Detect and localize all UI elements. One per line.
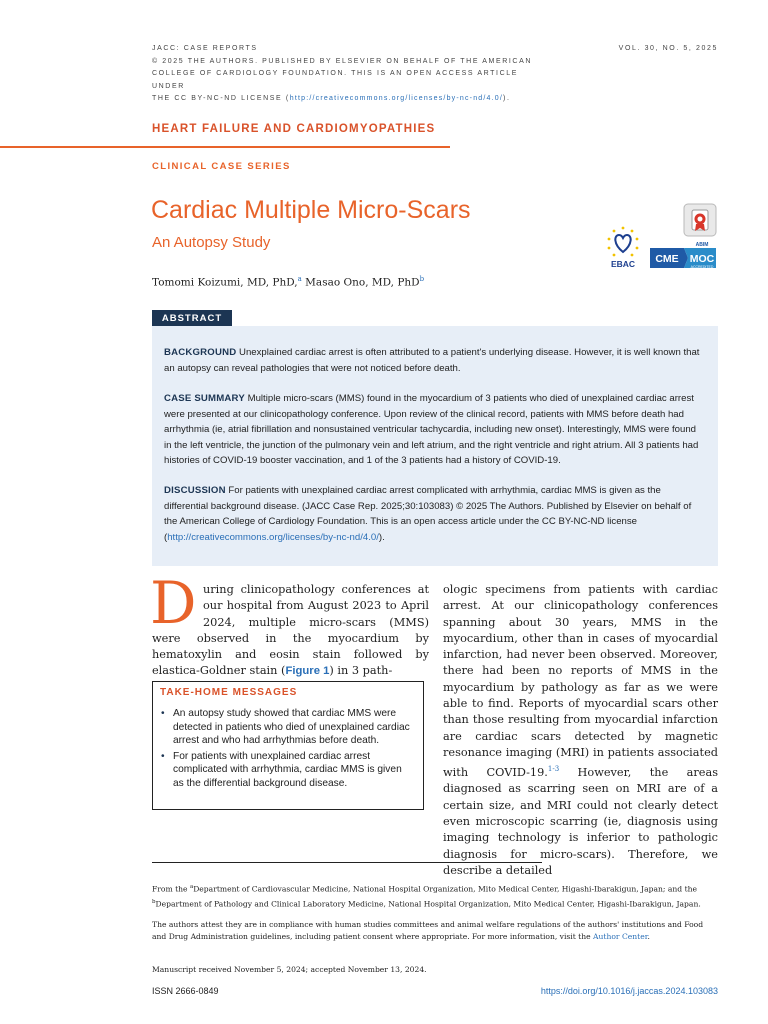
- footnote-divider: [152, 862, 542, 863]
- section-divider: [0, 146, 450, 148]
- take-home-box: [152, 681, 424, 810]
- figure-1-link[interactable]: Figure 1: [285, 665, 330, 678]
- article-title: Cardiac Multiple Micro-Scars: [151, 196, 471, 224]
- author-1-affil-sup[interactable]: a: [297, 275, 302, 283]
- take-home-item: • An autopsy study showed that cardiac MMS were detected in patients who died of unexplained cardiac arrest and who had arrhythmias before death.: [160, 707, 415, 748]
- cme-moc-badge-icon: [648, 238, 718, 270]
- section-title: HEART FAILURE AND CARDIOMYOPATHIES: [152, 123, 436, 135]
- abstract-case-head: CASE SUMMARY: [164, 393, 245, 404]
- abstract-case-summary: CASE SUMMARY Multiple micro-scars (MMS) found in the myocardium of 3 patients who died of unexplained cardiac arrest were presented at our clinicopathology conference. Upon review of the clinical record, patients with MMS before death had arrhythmia (ie, atrial fibrillation and nonsustained ventricular tachycardia, including new onset). Interestingly, MMS were found in the left ventricle, the junction of the pulmonary vein and left atrium, and the right ventricle and right atrium. All 3 patients had histories of COVID-19 booster vaccination, and 1 of the 3 patients had a history of COVID-19.: [164, 393, 699, 466]
- affiliations-footnote: From the $^a$Department of Cardiovascular Medicine, National Hospital Organization, Mito Medical Center, Higashi-Ibarakigun, Japan; and the $^b$Department of Pathology and Clinical Laboratory Medicine, National Hospital Organization, Mito Medical Center, Higashi-Ibarakigun, Japan.: [152, 884, 701, 909]
- article-subtitle: An Autopsy Study: [152, 234, 271, 251]
- author-list: [152, 275, 424, 289]
- take-home-item: • For patients with unexplained cardiac arrest complicated with arrhythmia, cardiac MMS is given as the differential background disease.: [160, 750, 415, 791]
- abstract-discussion: DISCUSSION For patients with unexplained cardiac arrest complicated with arrhythmia, cardiac MMS is given as the differential background disease. (JACC Case Rep. 2025;30:103083) © 2025 The Authors. Published by Elsevier on behalf of the American College of Cardiology Foundation. This is an open access article under the CC BY-NC-ND license (http://creativecommons.org/licenses/by-nc-nd/4.0/).: [164, 485, 692, 543]
- journal-name: JACC: CASE REPORTS: [152, 45, 258, 52]
- ebac-badge-icon: [605, 225, 641, 270]
- abstract-tab: ABSTRACT: [152, 310, 232, 327]
- running-header: [152, 43, 552, 106]
- issn: ISSN 2666-0849: [152, 986, 219, 996]
- compliance-footnote: The authors attest they are in compliance with human studies committees and animal welfare regulations of the authors' institutions and Food and Drug Administration guidelines, including patient consent where appropriate. For more information, visit the Author Center.: [152, 920, 704, 941]
- volume-info: VOL. 30, NO. 5, 2025: [618, 45, 718, 52]
- copyright-line-1: © 2025 THE AUTHORS. PUBLISHED BY ELSEVIER ON BEHALF OF THE AMERICAN: [152, 57, 532, 65]
- drop-cap: D: [150, 569, 197, 637]
- author-1: Tomomi Koizumi, MD, PhD,: [152, 276, 298, 289]
- accredited-label: ACCREDITED: [690, 265, 714, 269]
- copyright-line-3: THE CC BY-NC-ND LICENSE (http://creativecommons.org/licenses/by-nc-nd/4.0/).: [152, 95, 511, 102]
- moc-label: MOC: [689, 253, 715, 265]
- author-2-affil-sup[interactable]: b: [419, 275, 425, 283]
- body-intro-indented: uring clinicopathology conferences at our hospital from August 2023 to April 2024, multiple micro-scars (MMS) were observed in the myocardium by hematoxylin and eosin stain followed by elastica-Goldner stain (Figure 1) in 3 path-: [152, 583, 429, 678]
- series-label: CLINICAL CASE SERIES: [152, 161, 291, 172]
- take-home-list: [160, 707, 415, 792]
- take-home-title: TAKE-HOME MESSAGES: [160, 687, 298, 698]
- copyright-line-2: COLLEGE OF CARDIOLOGY FOUNDATION. THIS IS AN OPEN ACCESS ARTICLE UNDER: [152, 70, 518, 90]
- reference-sup[interactable]: 1-3: [547, 765, 560, 774]
- abim-label: ABIM: [695, 242, 709, 248]
- abstract-background-head: BACKGROUND: [164, 347, 237, 358]
- manuscript-dates: Manuscript received November 5, 2024; accepted November 13, 2024.: [152, 965, 427, 974]
- body-right-column: ologic specimens from patients with cardiac arrest. At our clinicopathology conferences spanning about 30 years, MMS in the myocardium, other than in cases of myocardial infarction, had never been observed. Moreover, there had been no reports of MMS in the myocardium by pathology as far as we were able to find. Reports of myocardial scars other than those resulting from myocardial infarction are cardiac scars detected by magnetic resonance imaging (MRI) in patients associated with COVID-19.$^{1-3}$ However, the areas diagnosed as scarring seen on MRI are of a certain size, and MRI could not clearly detect even microscopic scarring (ie, diagnosis using imaging technology is inferior to pathologic diagnosis for micro-scars). Therefore, we describe a detailed: [443, 583, 718, 877]
- author-center-link[interactable]: Author Center: [593, 932, 648, 941]
- cme-credit-icon[interactable]: [683, 203, 717, 237]
- cme-label: CME: [655, 253, 679, 265]
- doi-link[interactable]: https://doi.org/10.1016/j.jaccas.2024.103083: [540, 986, 718, 996]
- abstract-discussion-head: DISCUSSION: [164, 485, 226, 496]
- abstract-box: [152, 326, 718, 566]
- ebac-label: EBAC: [610, 259, 636, 269]
- author-2: Masao Ono, MD, PhD: [301, 276, 420, 289]
- abstract-license-link[interactable]: http://creativecommons.org/licenses/by-nc-nd/4.0/: [167, 531, 379, 543]
- abstract-background: BACKGROUND Unexplained cardiac arrest is often attributed to a patient's underlying disease. However, it is well known that an autopsy can reveal pathologies that were not noticed before death.: [164, 347, 700, 374]
- license-link[interactable]: http://creativecommons.org/licenses/by-nc-nd/4.0/: [289, 95, 504, 102]
